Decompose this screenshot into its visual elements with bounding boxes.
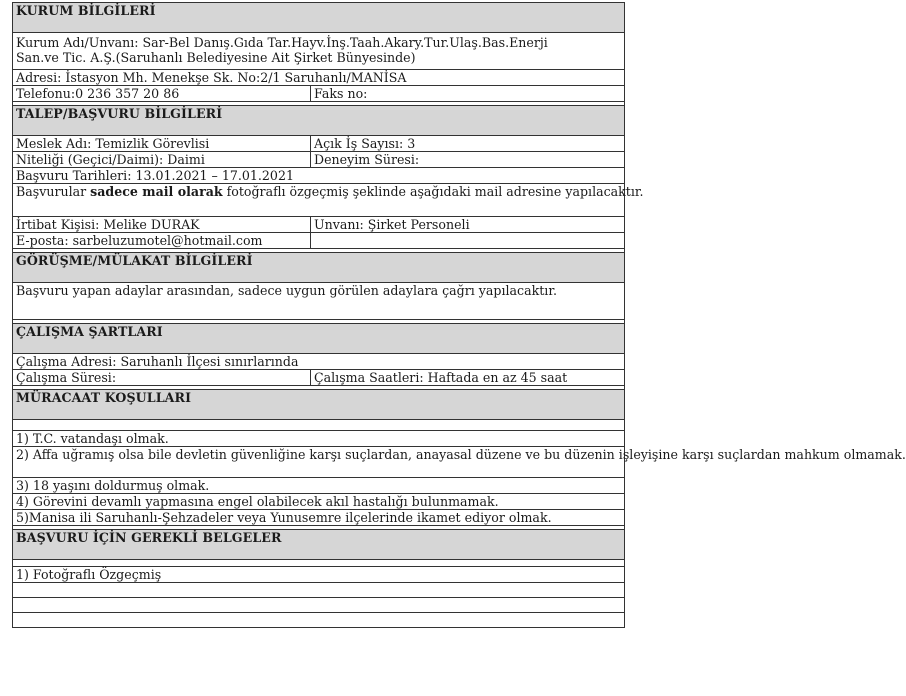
kurum-section-header [13,3,625,33]
kurum-name-row [13,33,625,70]
belgeler-item-1: 1) Fotoğraflı Özgeçmiş [13,567,625,583]
muracaat-item-5: 5)Manisa ili Saruhanlı-Şehzadeler veya Yunusemre ilçelerinde ikamet ediyor olmak. [13,510,625,526]
belgeler-empty-row [13,583,625,598]
list-item [13,567,625,583]
list-item [13,510,625,526]
calisma-section-header [13,324,625,354]
gorusme-text: Başvuru yapan adaylar arasından, sadece uygun görülen adaylara çağrı yapılacaktır. [13,283,625,320]
talep-nitelik: Niteliği (Geçici/Daimi): Daimi [13,152,311,168]
belgeler-spacer-row [13,560,625,567]
talep-eposta: E-posta: sarbeluzumotel@hotmail.com [13,233,311,249]
talep-meslek: Meslek Adı: Temizlik Görevlisi [13,136,311,152]
kurum-fax: Faks no: [311,86,625,102]
belgeler-section-header [13,530,625,560]
talep-eposta-row [13,233,625,249]
talep-meslek-row [13,136,625,152]
muracaat-spacer [13,420,625,431]
calisma-heading: ÇALIŞMA ŞARTLARI [13,324,625,354]
belgeler-empty-row [13,598,625,613]
kurum-name-line2: San.ve Tic. A.Ş.(Saruhanlı Belediyesine Ait Şirket Bünyesinde) [16,50,416,65]
kurum-address-row [13,70,625,86]
belgeler-empty-2 [13,598,625,613]
muracaat-item-1: 1) T.C. vatandaşı olmak. [13,431,625,447]
calisma-saatleri: Çalışma Saatleri: Haftada en az 45 saat [311,370,625,386]
talep-tarihler: Başvuru Tarihleri: 13.01.2021 – 17.01.2021 [13,168,625,184]
basvuru-text-post: fotoğraflı özgeçmiş şeklinde aşağıdaki mail adresine yapılacaktır. [222,184,644,199]
kurum-name-cell [13,33,625,70]
talep-unvan: Unvanı: Şirket Personeli [311,217,625,233]
muracaat-section-header [13,390,625,420]
kurum-heading: KURUM BİLGİLERİ [13,3,625,33]
talep-basvuru-note [13,184,644,217]
kurum-phone-row [13,86,625,102]
job-posting-form [12,2,906,628]
muracaat-item-4: 4) Görevini devamlı yapmasına engel olabilecek akıl hastalığı bulunmamak. [13,494,625,510]
calisma-adres-row [13,354,625,370]
belgeler-empty-row [13,613,625,628]
gorusme-section-header [13,253,625,283]
gorusme-text-row [13,283,625,320]
kurum-name-line1: Kurum Adı/Unvanı: Sar-Bel Danış.Gıda Tar.Hayv.İnş.Taah.Akary.Tur.Ulaş.Bas.Enerji [16,35,548,50]
gorusme-heading: GÖRÜŞME/MÜLAKAT BİLGİLERİ [13,253,625,283]
belgeler-heading: BAŞVURU İÇİN GEREKLİ BELGELER [13,530,625,560]
calisma-suresi: Çalışma Süresi: [13,370,311,386]
talep-deneyim: Deneyim Süresi: [311,152,625,168]
talep-eposta-blank [311,233,625,249]
muracaat-heading: MÜRACAAT KOŞULLARI [13,390,625,420]
belgeler-spacer [13,560,625,567]
muracaat-spacer-row [13,420,625,431]
basvuru-text-pre: Başvurular [16,184,91,199]
kurum-phone: Telefonu:0 236 357 20 86 [13,86,311,102]
muracaat-item-3: 3) 18 yaşını doldurmuş olmak. [13,478,625,494]
list-item [13,478,625,494]
belgeler-empty-3 [13,613,625,628]
calisma-sure-row [13,370,625,386]
talep-nitelik-row [13,152,625,168]
list-item [13,447,625,478]
talep-acik-is: Açık İş Sayısı: 3 [311,136,625,152]
list-item [13,431,625,447]
basvuru-text-bold: sadece mail olarak [90,184,223,199]
talep-heading: TALEP/BAŞVURU BİLGİLERİ [13,106,625,136]
form-table [12,2,906,628]
talep-section-header [13,106,625,136]
talep-irtibat-row [13,217,625,233]
kurum-address: Adresi: İstasyon Mh. Menekşe Sk. No:2/1 Saruhanlı/MANİSA [13,70,625,86]
talep-basvuru-row [13,184,625,217]
list-item [13,494,625,510]
muracaat-item-2: 2) Affa uğramış olsa bile devletin güvenliğine karşı suçlardan, anayasal düzene ve bu düzenin işleyişine karşı suçlardan mahkum olmamak. [13,447,625,478]
calisma-adres: Çalışma Adresi: Saruhanlı İlçesi sınırlarında [13,354,625,370]
talep-irtibat: İrtibat Kişisi: Melike DURAK [13,217,311,233]
belgeler-empty-1 [13,583,625,598]
talep-tarih-row [13,168,625,184]
